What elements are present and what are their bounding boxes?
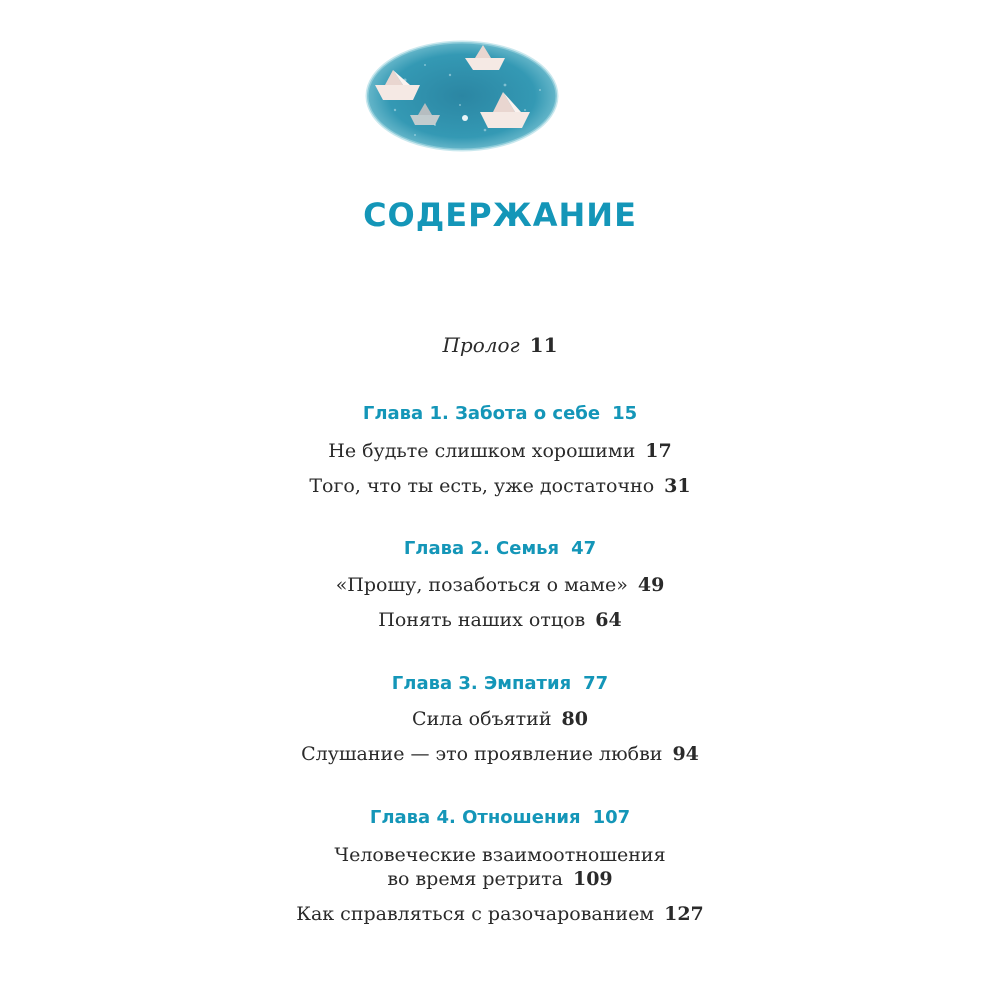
toc-chapter-1[interactable] [0, 403, 1000, 424]
entry-title: Не будьте слишком хорошими [328, 440, 636, 462]
paper-boats-illustration [365, 40, 560, 152]
page-number: 15 [612, 403, 638, 424]
entry-title: Человеческие взаимоотношения [334, 844, 666, 866]
toc-entry[interactable] [0, 707, 1000, 731]
toc-entry[interactable] [0, 608, 1000, 632]
entry-title: Того, что ты есть, уже достаточно [309, 475, 655, 497]
toc-chapter-3[interactable] [0, 673, 1000, 694]
entry-title-block [334, 843, 665, 891]
toc-chapter-2[interactable] [0, 538, 1000, 559]
entry-title: Как справляться с разочарованием [296, 903, 655, 925]
toc-entry[interactable] [0, 474, 1000, 498]
page-number: 49 [637, 574, 665, 596]
toc-entry[interactable] [0, 742, 1000, 766]
page-number: 47 [571, 538, 597, 559]
page-number: 11 [529, 333, 558, 357]
page-number: 80 [561, 708, 588, 730]
page-number: 64 [595, 609, 622, 631]
entry-title: Слушание — это проявление любви [301, 743, 663, 765]
chapter-title: Глава 2. Семья [403, 538, 560, 559]
page-number: 17 [645, 440, 672, 462]
page-number: 127 [664, 903, 704, 925]
page-number: 94 [672, 743, 699, 765]
chapter-title: Глава 3. Эмпатия [391, 673, 572, 694]
toc-entry[interactable] [0, 902, 1000, 926]
entry-title: Сила объятий [412, 708, 552, 730]
toc-entry[interactable] [0, 439, 1000, 463]
toc-entry[interactable] [0, 573, 1000, 597]
page-title: СОДЕРЖАНИЕ [363, 196, 637, 234]
prologue-label: Пролог [442, 333, 520, 357]
toc-prologue[interactable] [0, 333, 1000, 357]
toc-chapter-4[interactable] [0, 807, 1000, 828]
page-number: 109 [572, 868, 613, 890]
page-number: 77 [583, 673, 609, 694]
entry-title: Понять наших отцов [378, 609, 586, 631]
toc-entry[interactable] [0, 843, 1000, 891]
page-number: 31 [664, 475, 691, 497]
entry-title: «Прошу, позаботься о маме» [335, 574, 628, 596]
chapter-title: Глава 1. Забота о себе [362, 403, 601, 424]
chapter-title: Глава 4. Отношения [369, 807, 581, 828]
page-number: 107 [592, 807, 631, 828]
entry-title: во время ретрита [387, 868, 563, 890]
